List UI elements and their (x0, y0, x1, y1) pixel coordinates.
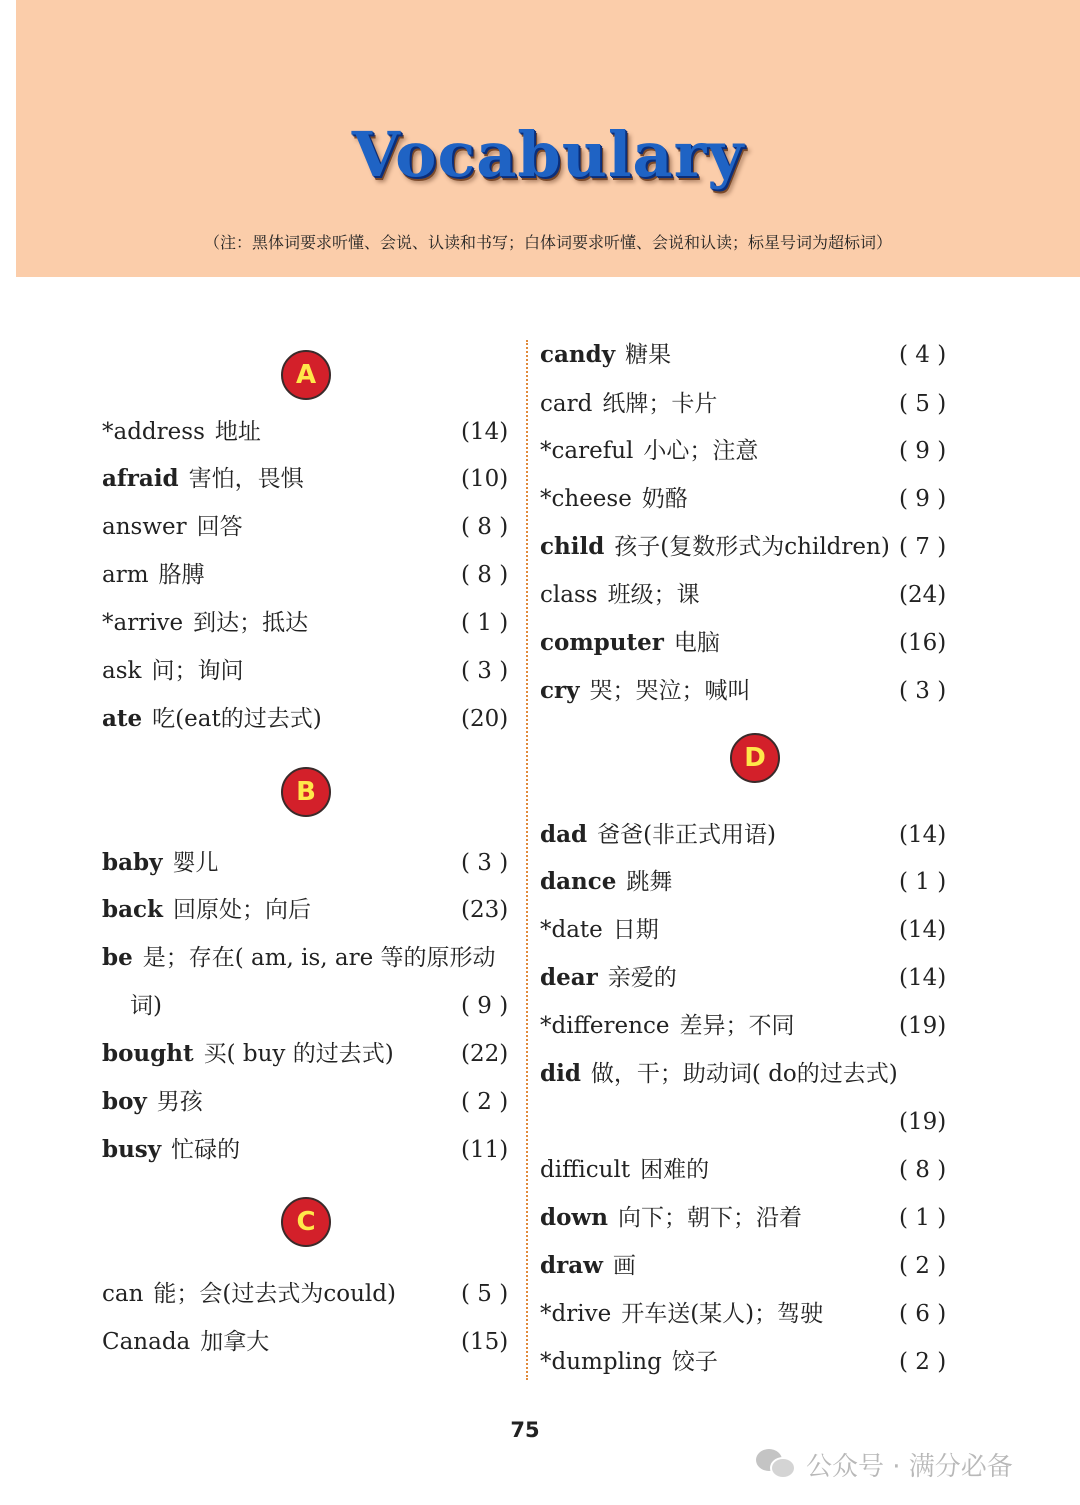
vocab-meaning: 哭；哭泣；喊叫 (589, 678, 751, 704)
vocab-entry (102, 414, 509, 450)
vocab-meaning: 到达；抵达 (193, 610, 309, 636)
vocab-word: dad (540, 821, 588, 848)
vocab-entry (102, 557, 509, 593)
lesson-number: (22) (461, 1041, 509, 1067)
watermark-text: 公众号 · 满分必备 (806, 1451, 1013, 1482)
vocab-meaning: 小心；注意 (643, 438, 759, 464)
vocab-word: ask (102, 658, 142, 684)
lesson-number: ( 1 ) (899, 869, 947, 895)
lesson-number: (19) (899, 1109, 947, 1135)
vocab-word: busy (102, 1136, 162, 1163)
vocab-word: *cheese (540, 486, 632, 512)
lesson-number: ( 5 ) (899, 391, 947, 417)
lesson-number: ( 9 ) (461, 993, 509, 1019)
vocab-word: did (540, 1060, 581, 1087)
vocab-meaning: 画 (612, 1253, 636, 1279)
vocab-entry (540, 529, 947, 565)
vocab-word: bought (102, 1040, 194, 1067)
vocab-entry (102, 1084, 509, 1120)
vocab-meaning: 开车送(某人)；驾驶 (621, 1301, 824, 1327)
lesson-number: ( 3 ) (461, 850, 509, 876)
lesson-number: (14) (899, 822, 947, 848)
vocab-entry (102, 1036, 509, 1072)
vocab-word: difficult (540, 1157, 631, 1183)
lesson-number: (15) (461, 1329, 509, 1355)
vocab-word: dance (540, 868, 617, 895)
lesson-number: ( 9 ) (899, 486, 947, 512)
vocab-meaning: 害怕，畏惧 (188, 466, 304, 492)
vocab-entry (540, 1344, 947, 1380)
vocab-meaning: 向下；朝下；沿着 (617, 1205, 802, 1231)
vocab-entry (540, 1248, 947, 1284)
lesson-number: ( 9 ) (899, 438, 947, 464)
vocab-entry (540, 1200, 947, 1236)
lesson-number: ( 5 ) (461, 1281, 509, 1307)
vocab-meaning: 糖果 (625, 342, 672, 368)
vocab-entry (102, 988, 534, 1024)
lesson-number: (20) (461, 706, 509, 732)
vocab-entry (540, 1008, 947, 1044)
vocab-entry (102, 940, 506, 976)
vocab-word: answer (102, 514, 187, 540)
vocab-entry (540, 577, 947, 613)
lesson-number: ( 8 ) (461, 562, 509, 588)
lesson-number: ( 7 ) (899, 534, 947, 560)
vocab-word: afraid (102, 465, 179, 492)
vocab-meaning: 困难的 (640, 1157, 710, 1183)
section-letter-c: C (281, 1197, 331, 1247)
vocab-entry (102, 653, 509, 689)
vocab-word: arm (102, 562, 149, 588)
vocab-meaning: 日期 (612, 917, 659, 943)
vocab-meaning: 亲爱的 (607, 965, 677, 991)
lesson-number: ( 1 ) (899, 1205, 947, 1231)
vocab-entry (102, 605, 509, 641)
vocab-word: baby (102, 849, 163, 876)
vocab-entry (540, 386, 947, 422)
column-divider (526, 340, 528, 1380)
vocab-meaning: 能；会(过去式为could) (153, 1281, 396, 1307)
vocab-word: draw (540, 1252, 603, 1279)
vocab-meaning: 饺子 (671, 1349, 718, 1375)
vocab-entry (540, 1056, 944, 1092)
lesson-number: ( 8 ) (899, 1157, 947, 1183)
vocab-entry (102, 1276, 509, 1312)
vocab-word: *careful (540, 438, 634, 464)
lesson-number: ( 3 ) (461, 658, 509, 684)
vocab-word: be (102, 944, 133, 971)
vocab-entry (540, 673, 947, 709)
vocab-entry (540, 960, 947, 996)
vocab-entry (102, 845, 509, 881)
vocab-word: down (540, 1204, 608, 1231)
page-title: Vocabulary (351, 118, 745, 191)
vocab-meaning: 回答 (196, 514, 243, 540)
lesson-number: (23) (461, 897, 509, 923)
vocab-entry (102, 509, 509, 545)
vocab-entry (540, 481, 947, 517)
lesson-number: (16) (899, 630, 947, 656)
vocab-word: cry (540, 677, 580, 704)
lesson-number: ( 8 ) (461, 514, 509, 540)
vocab-word: back (102, 896, 163, 923)
vocab-word: child (540, 533, 605, 560)
vocab-word: *arrive (102, 610, 184, 636)
lesson-number: ( 2 ) (899, 1349, 947, 1375)
section-letter-a: A (281, 350, 331, 400)
page-number: 75 (510, 1418, 540, 1442)
vocab-word: class (540, 582, 598, 608)
vocab-entry (102, 892, 509, 928)
vocab-meaning: 是；存在( am, is, are 等的原形动 (142, 945, 496, 971)
vocab-word: card (540, 391, 593, 417)
lesson-number: ( 3 ) (899, 678, 947, 704)
vocab-word: dear (540, 964, 598, 991)
vocab-entry (102, 701, 509, 737)
lesson-number: (19) (899, 1013, 947, 1039)
vocab-meaning: 做，干；助动词( do的过去式) (590, 1061, 898, 1087)
vocab-meaning: 差异；不同 (679, 1013, 795, 1039)
vocab-meaning: 纸牌；卡片 (602, 391, 718, 417)
vocab-word: Canada (102, 1329, 191, 1355)
vocab-meaning: 吃(eat的过去式) (152, 706, 322, 732)
vocab-entry (540, 433, 947, 469)
vocab-entry (540, 337, 947, 373)
vocab-meaning: 班级；课 (607, 582, 700, 608)
vocab-meaning: 婴儿 (172, 850, 219, 876)
vocab-meaning: 孩子(复数形式为children) (614, 534, 890, 560)
vocab-meaning: 忙碌的 (171, 1137, 241, 1163)
vocab-entry (540, 1152, 947, 1188)
section-letter-d: D (730, 733, 780, 783)
vocab-entry (102, 1132, 509, 1168)
lesson-number: ( 2 ) (461, 1089, 509, 1115)
vocab-entry (540, 864, 947, 900)
vocab-word: *dumpling (540, 1349, 662, 1375)
vocab-entry (540, 1104, 947, 1140)
vocab-meaning: 男孩 (156, 1089, 203, 1115)
lesson-number: (11) (461, 1137, 509, 1163)
vocab-meaning: 词) (130, 993, 162, 1019)
watermark (756, 1444, 1013, 1484)
vocab-meaning: 跳舞 (626, 869, 673, 895)
vocab-word: computer (540, 629, 664, 656)
lesson-number: (14) (461, 419, 509, 445)
vocab-entry (540, 1296, 947, 1332)
lesson-number: ( 4 ) (899, 342, 947, 368)
vocab-meaning: 问；询问 (151, 658, 244, 684)
lesson-number: ( 2 ) (899, 1253, 947, 1279)
vocab-word: *address (102, 419, 205, 445)
lesson-number: (14) (899, 917, 947, 943)
header-banner (16, 0, 1080, 277)
vocab-entry (540, 912, 947, 948)
vocab-word: *difference (540, 1013, 670, 1039)
vocab-meaning: 地址 (214, 419, 261, 445)
lesson-number: ( 6 ) (899, 1301, 947, 1327)
vocab-meaning: 加拿大 (200, 1329, 270, 1355)
vocab-word: *drive (540, 1301, 612, 1327)
lesson-number: (10) (461, 466, 509, 492)
vocab-meaning: 胳膊 (158, 562, 205, 588)
section-letter-b: B (281, 767, 331, 817)
lesson-number: (14) (899, 965, 947, 991)
vocab-entry (540, 817, 947, 853)
vocab-meaning: 电脑 (673, 630, 720, 656)
vocab-meaning: 奶酪 (641, 486, 688, 512)
vocab-word: can (102, 1281, 144, 1307)
vocab-word: *date (540, 917, 603, 943)
vocab-entry (102, 1324, 509, 1360)
vocab-meaning: 爸爸(非正式用语) (597, 822, 777, 848)
wechat-icon (756, 1447, 798, 1481)
vocab-meaning: 回原处；向后 (172, 897, 311, 923)
vocab-word: candy (540, 341, 616, 368)
vocab-meaning: 买( buy 的过去式) (203, 1041, 394, 1067)
vocab-word: ate (102, 705, 143, 732)
vocab-entry (540, 625, 947, 661)
vocab-word: boy (102, 1088, 147, 1115)
header-note: （注：黑体词要求听懂、会说、认读和书写；白体词要求听懂、会说和认读；标星号词为超标词） (203, 233, 892, 252)
vocab-entry (102, 461, 509, 497)
lesson-number: (24) (899, 582, 947, 608)
lesson-number: ( 1 ) (461, 610, 509, 636)
